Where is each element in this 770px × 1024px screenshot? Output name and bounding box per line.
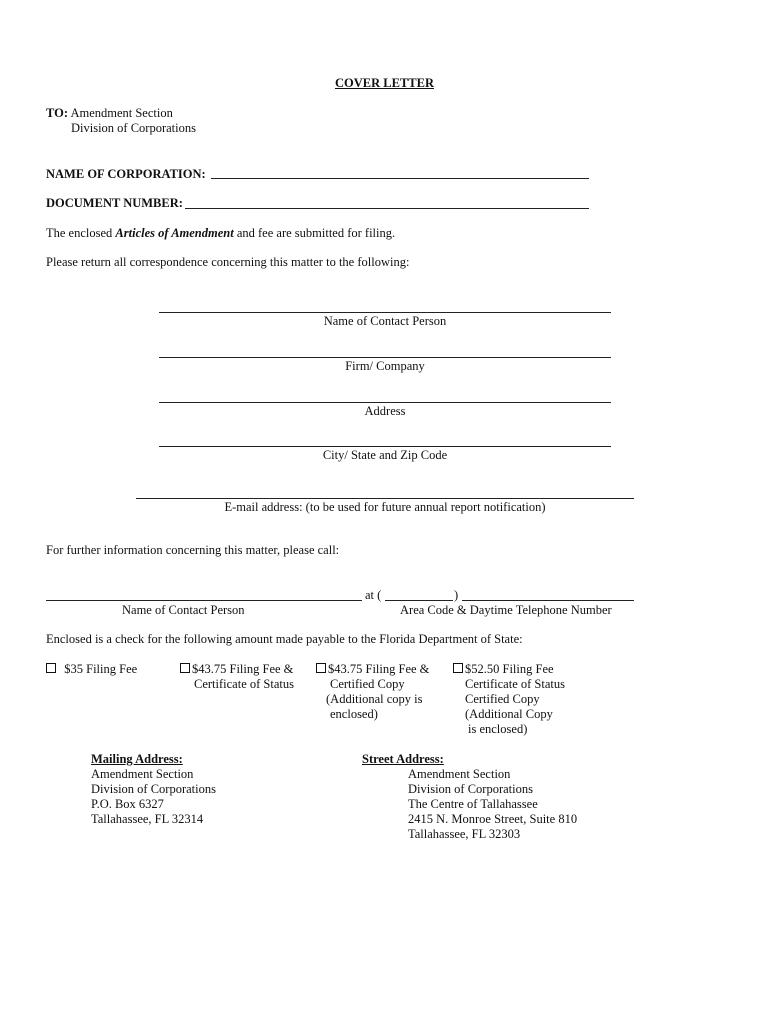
fee-option-43-status[interactable] (180, 662, 294, 692)
mailing-address-heading: Mailing Address: (91, 752, 183, 766)
document-number-label: DOCUMENT NUMBER: (46, 196, 183, 210)
enclosed-statement (46, 226, 395, 241)
street-address-heading: Street Address: (362, 752, 444, 766)
fee-43-copy-line-3: (Additional copy is (326, 692, 423, 706)
checkbox-icon[interactable] (453, 663, 463, 673)
phone-contact-name-field[interactable] (46, 600, 362, 601)
contact-name-label: Name of Contact Person (323, 314, 447, 328)
to-label: TO: (46, 106, 68, 120)
mailing-address-block (91, 752, 216, 827)
fee-52-line-3: Certified Copy (465, 692, 540, 706)
street-line: The Centre of Tallahassee (408, 797, 538, 811)
mailing-line: Amendment Section (91, 767, 194, 781)
document-number-field[interactable] (185, 208, 589, 209)
street-line: 2415 N. Monroe Street, Suite 810 (408, 812, 578, 826)
street-line: Division of Corporations (408, 782, 533, 796)
street-line: Tallahassee, FL 32303 (408, 827, 521, 841)
return-note: Please return all correspondence concerning this matter to the following: (46, 255, 410, 269)
area-code-field[interactable] (385, 600, 453, 601)
fee-52-line-2: Certificate of Status (465, 677, 565, 691)
fee-52-line-4: (Additional Copy (465, 707, 553, 721)
phone-paren-close: ) (454, 588, 459, 602)
city-state-zip-label: City/ State and Zip Code (322, 448, 448, 462)
phone-number-label: Area Code & Daytime Telephone Number (400, 603, 612, 617)
fee-43-copy-line-1: $43.75 Filing Fee & (328, 662, 430, 676)
address-field[interactable] (159, 402, 611, 403)
firm-label: Firm/ Company (345, 359, 425, 373)
corporation-label: NAME OF CORPORATION: (46, 167, 206, 181)
checkbox-icon[interactable] (180, 663, 190, 673)
street-address-block (362, 752, 577, 842)
fee-35-line-1: $35 Filing Fee (64, 662, 138, 676)
fee-option-43-copy[interactable] (316, 662, 429, 722)
contact-name-field[interactable] (159, 312, 611, 313)
phone-name-label: Name of Contact Person (122, 603, 245, 617)
checkbox-icon[interactable] (46, 663, 56, 673)
fee-43-copy-line-4: enclosed) (330, 707, 378, 721)
fee-option-35[interactable] (46, 662, 137, 677)
fee-43-status-line-2: Certificate of Status (194, 677, 294, 691)
to-line-1: Amendment Section (70, 106, 173, 120)
mailing-line: Tallahassee, FL 32314 (91, 812, 204, 826)
fee-52-line-1: $52.50 Filing Fee (465, 662, 554, 676)
enclosed-check-text: Enclosed is a check for the following amount made payable to the Florida Department of State: (46, 632, 523, 646)
email-label: E-mail address: (to be used for future annual report notification) (224, 500, 546, 514)
to-block (46, 106, 173, 121)
mailing-line: Division of Corporations (91, 782, 216, 796)
address-label: Address (364, 404, 406, 418)
telephone-number-field[interactable] (462, 600, 634, 601)
fee-option-52[interactable] (453, 662, 565, 737)
mailing-line: P.O. Box 6327 (91, 797, 164, 811)
further-info-text: For further information concerning this matter, please call: (46, 543, 340, 557)
to-line-2: Division of Corporations (71, 121, 196, 135)
enclosed-prefix: The enclosed (46, 226, 116, 240)
email-field[interactable] (136, 498, 634, 499)
document-title: COVER LETTER (335, 76, 434, 90)
corporation-name-field[interactable] (211, 178, 589, 179)
fee-43-status-line-1: $43.75 Filing Fee & (192, 662, 294, 676)
firm-field[interactable] (159, 357, 611, 358)
phone-at-label: at ( (365, 588, 382, 602)
fee-43-copy-line-2: Certified Copy (330, 677, 405, 691)
street-line: Amendment Section (408, 767, 511, 781)
checkbox-icon[interactable] (316, 663, 326, 673)
city-state-zip-field[interactable] (159, 446, 611, 447)
enclosed-suffix: and fee are submitted for filing. (233, 226, 396, 240)
fee-52-line-5: is enclosed) (468, 722, 528, 736)
articles-of-amendment: Articles of Amendment (115, 226, 234, 240)
